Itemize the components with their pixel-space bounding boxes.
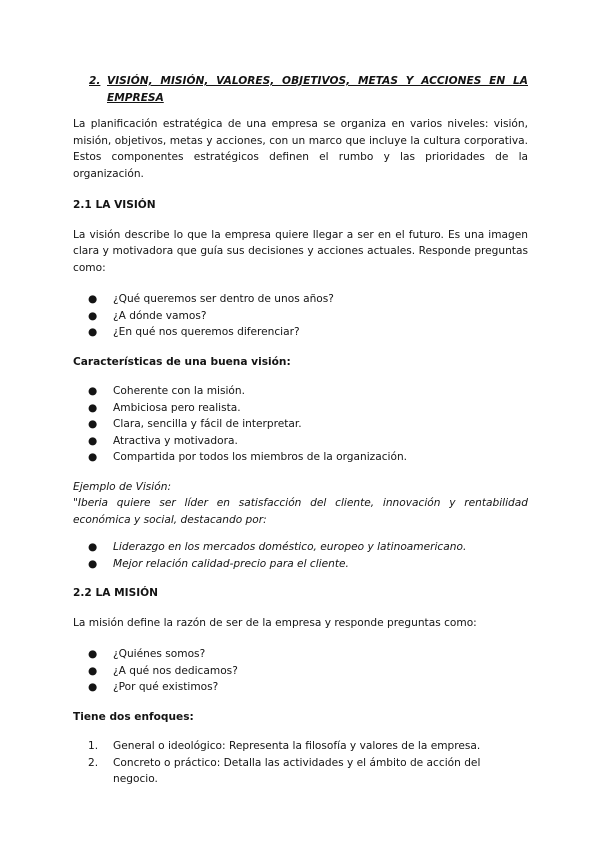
mision-heading: 2.2 LA MISIÓN: [73, 587, 159, 599]
bullet-icon: ●: [88, 418, 98, 430]
bullet-icon: ●: [88, 385, 98, 397]
list-item: ● Compartida por todos los miembros de la organización.: [73, 449, 528, 466]
list-item: ● ¿Por qué existimos?: [73, 679, 528, 696]
list-item: ● ¿En qué nos queremos diferenciar?: [73, 324, 528, 341]
section-heading: [89, 73, 528, 106]
list-item: 2. Concreto o práctico: Detalla las actividades y el ámbito de acción del negocio.: [88, 756, 481, 785]
intro-paragraph: La planificación estratégica de una empresa se organiza en varios niveles: visión, misión, objetivos, metas y acciones, con un marco que incluye la cultura corporativa. Estos componentes estratégicos definen el rumbo y las prioridades de la organización.: [73, 118, 528, 180]
bullet-icon: ●: [88, 681, 98, 693]
section-number: 2.: [89, 75, 101, 87]
bullet-icon: ●: [88, 401, 98, 414]
list-item: ● Coherente con la misión.: [73, 383, 528, 400]
characteristics-list: [73, 383, 528, 466]
vision-questions-list: [73, 291, 528, 341]
example-quote: "Iberia quiere ser líder en satisfacción del cliente, innovación y rentabilidad económica y social, destacando por:: [73, 497, 528, 526]
bullet-icon: ●: [88, 648, 98, 660]
vision-description: La visión describe lo que la empresa quiere llegar a ser en el futuro. Es una imagen clara y motivadora que guía sus decisiones y acciones actuales. Responde preguntas como:: [73, 228, 528, 274]
list-item: ● Atractiva y motivadora.: [73, 433, 528, 450]
bullet-icon: ●: [88, 451, 98, 463]
page-content: [73, 73, 528, 801]
example-title: Ejemplo de Visión:: [73, 480, 172, 493]
list-item: ● Mejor relación calidad-precio para el cliente.: [73, 556, 528, 573]
bullet-icon: ●: [88, 434, 98, 447]
bullet-icon: ●: [88, 326, 98, 338]
bullet-icon: ●: [88, 664, 98, 677]
mision-questions-list: [73, 646, 528, 696]
mision-description: La misión define la razón de ser de la empresa y responde preguntas como:: [73, 616, 477, 629]
list-item: 1. General o ideológico: Representa la filosofía y valores de la empresa.: [88, 740, 481, 752]
list-item: ● ¿A dónde vamos?: [73, 308, 528, 325]
list-item: ● ¿Qué queremos ser dentro de unos años?: [73, 291, 528, 308]
list-item: ● ¿Quiénes somos?: [73, 646, 528, 663]
bullet-icon: ●: [88, 309, 98, 322]
example-list: [73, 539, 528, 572]
bullet-icon: ●: [88, 557, 98, 570]
approaches-heading: Tiene dos enfoques:: [73, 710, 194, 723]
bullet-icon: ●: [88, 293, 98, 305]
approaches-list: [73, 738, 528, 788]
list-item: ● Clara, sencilla y fácil de interpretar.: [73, 416, 528, 433]
list-item: ● ¿A qué nos dedicamos?: [73, 663, 528, 680]
vision-heading: 2.1 LA VISIÓN: [73, 199, 156, 211]
bullet-icon: ●: [88, 541, 98, 553]
list-item: ● Ambiciosa pero realista.: [73, 400, 528, 417]
characteristics-heading: Características de una buena visión:: [73, 355, 291, 368]
section-title: VISIÓN, MISIÓN, VALORES, OBJETIVOS, METAS Y ACCIONES EN LA EMPRESA: [107, 75, 528, 104]
list-item: ● Liderazgo en los mercados doméstico, europeo y latinoamericano.: [73, 539, 528, 556]
